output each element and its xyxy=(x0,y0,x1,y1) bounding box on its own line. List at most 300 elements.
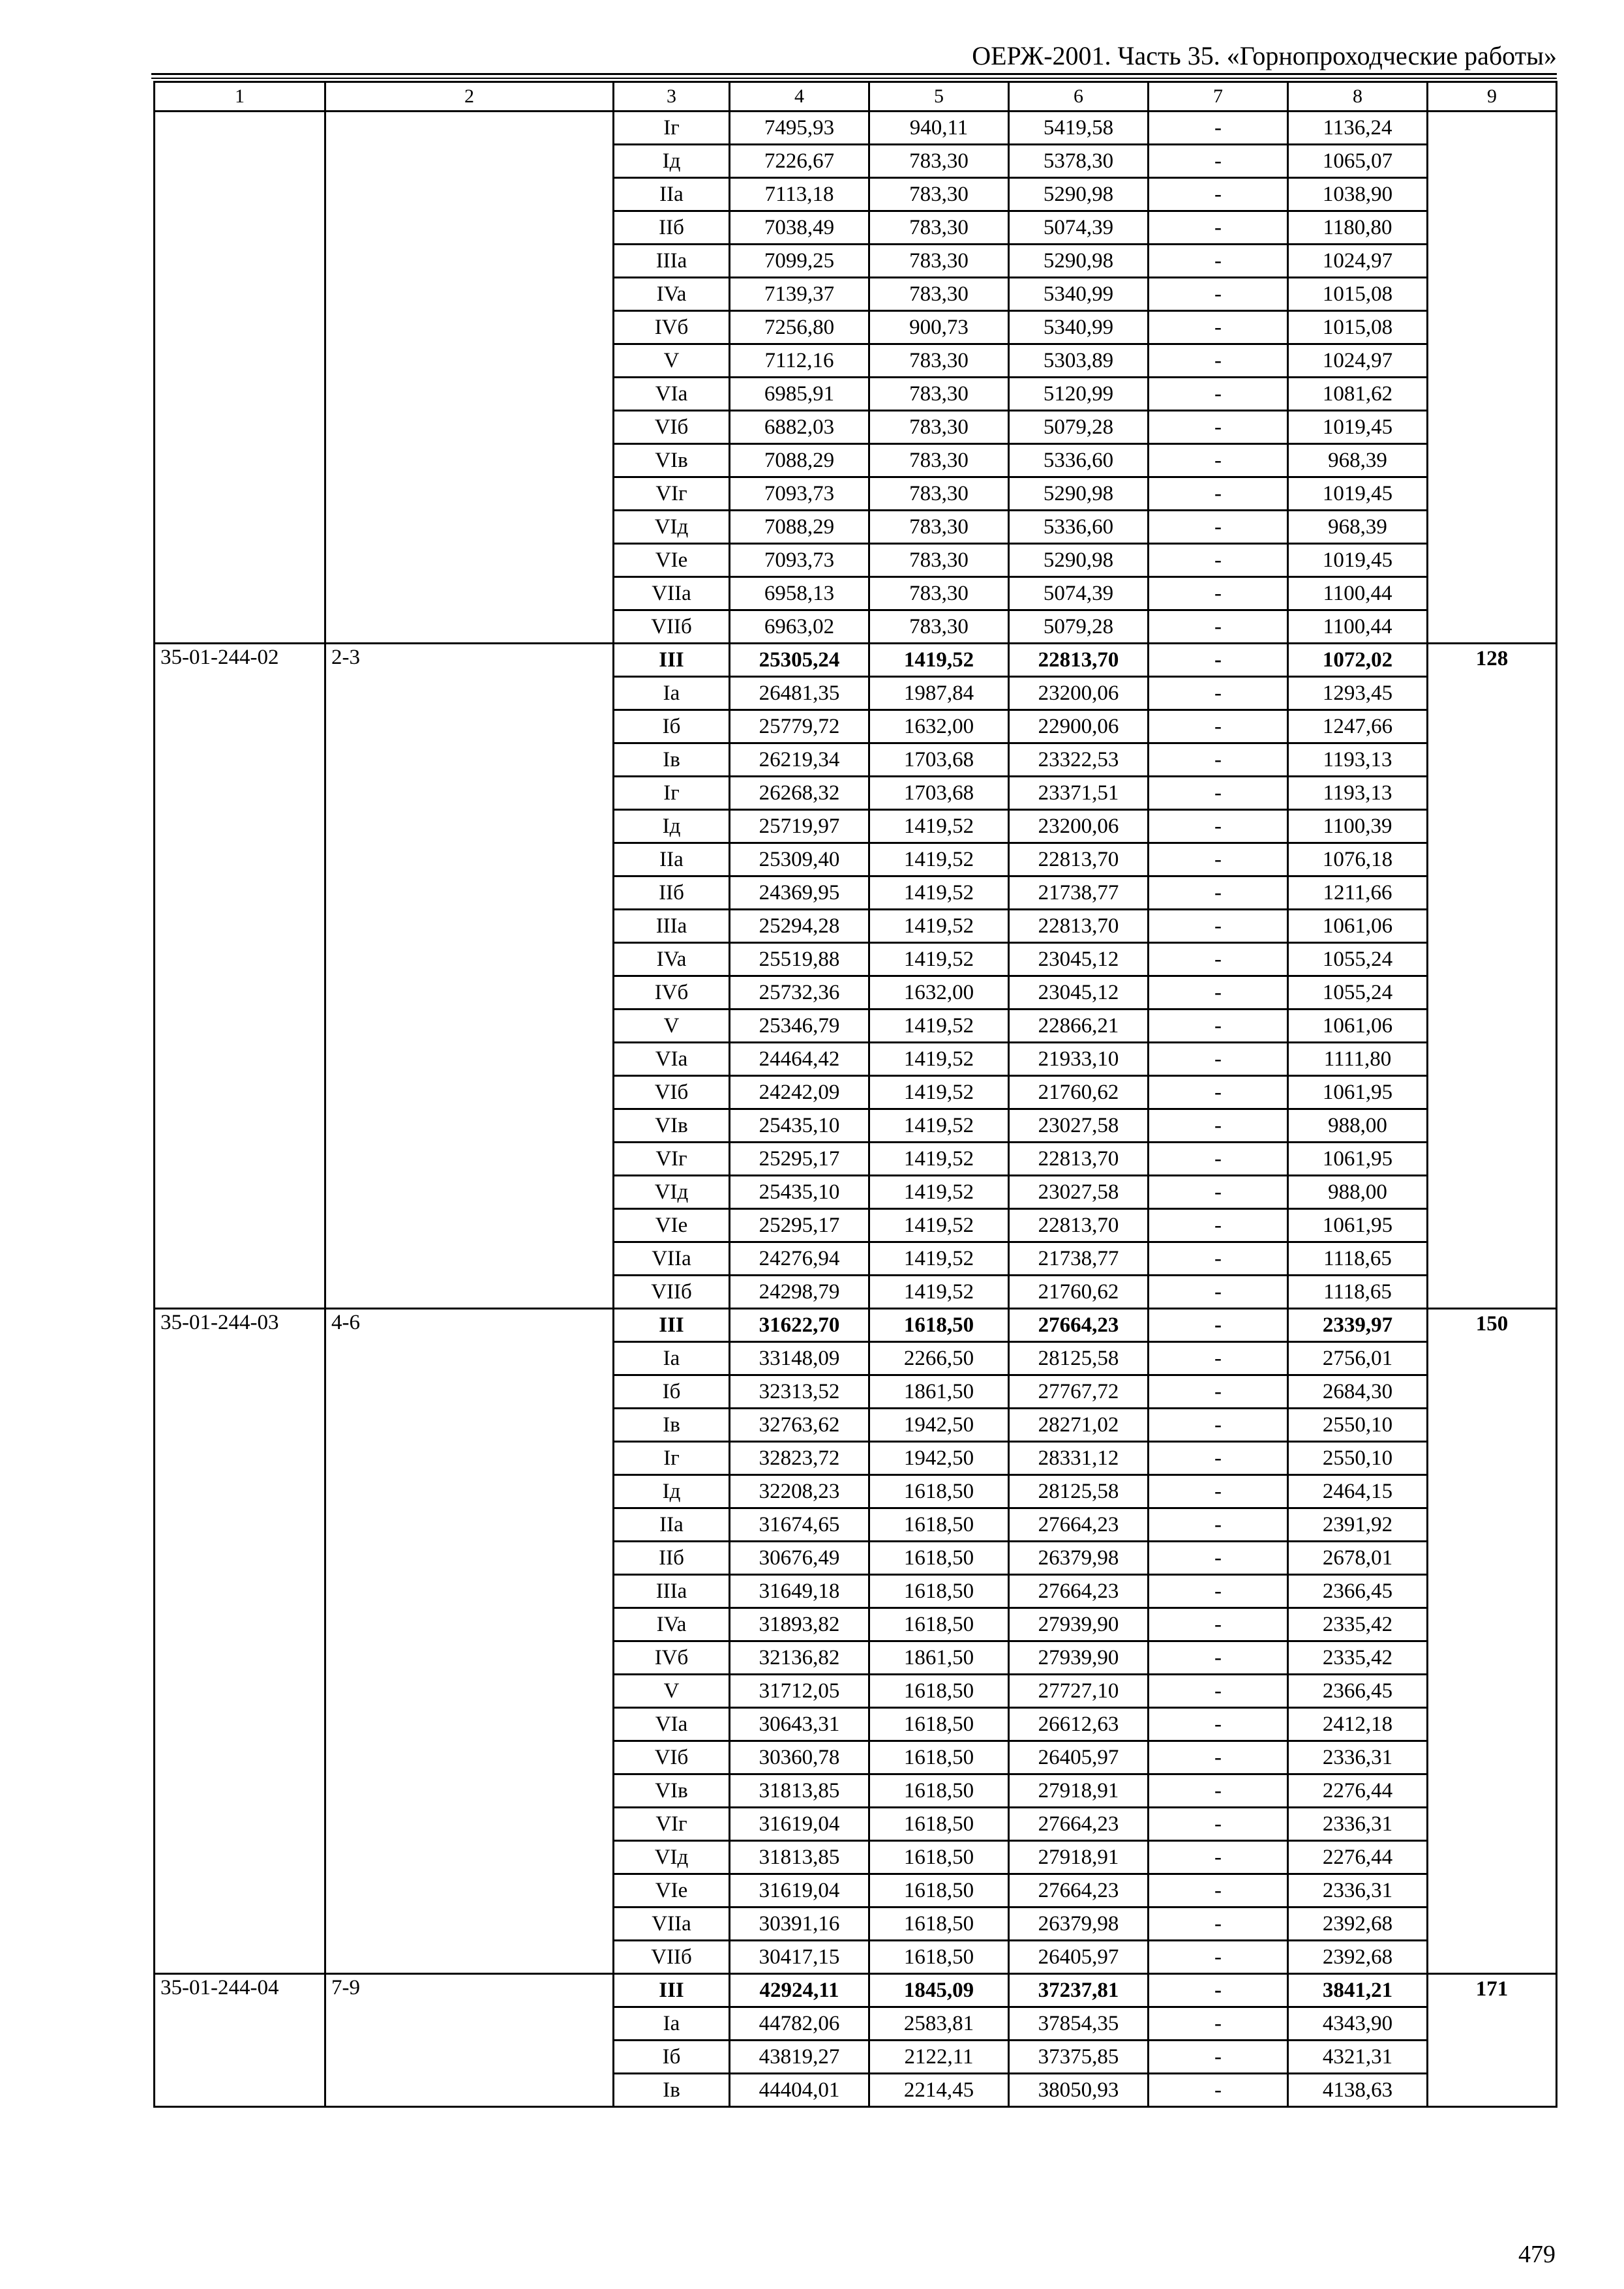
machines-cell: 27664,23 xyxy=(1009,1874,1149,1908)
materials-cell: 2335,42 xyxy=(1288,1608,1428,1641)
machines-cell: 5074,39 xyxy=(1009,211,1149,245)
drivers-wages-cell: - xyxy=(1149,1109,1288,1143)
column-number-row xyxy=(155,82,1557,112)
total-cost-cell: 30360,78 xyxy=(730,1741,869,1774)
machines-cell: 37375,85 xyxy=(1009,2041,1149,2074)
machines-cell: 26612,63 xyxy=(1009,1708,1149,1741)
materials-cell: 988,00 xyxy=(1288,1176,1428,1209)
header-rule xyxy=(151,73,1557,75)
wages-cell: 1618,50 xyxy=(869,1874,1009,1908)
variant-cell: VIIa xyxy=(614,1908,730,1941)
wages-cell: 1618,50 xyxy=(869,1309,1009,1342)
total-cost-cell: 25305,24 xyxy=(730,644,869,677)
machines-cell: 5079,28 xyxy=(1009,610,1149,644)
range-cell: 7-9 xyxy=(325,1974,614,2107)
variant-cell: VIe xyxy=(614,1874,730,1908)
machines-cell: 23371,51 xyxy=(1009,777,1149,810)
wages-cell: 1419,52 xyxy=(869,1276,1009,1309)
materials-cell: 1038,90 xyxy=(1288,178,1428,211)
machines-cell: 23027,58 xyxy=(1009,1176,1149,1209)
code-cell xyxy=(155,112,325,644)
total-cost-cell: 25346,79 xyxy=(730,1010,869,1043)
materials-cell: 2276,44 xyxy=(1288,1774,1428,1808)
total-cost-cell: 31893,82 xyxy=(730,1608,869,1641)
drivers-wages-cell: - xyxy=(1149,1542,1288,1575)
materials-cell: 1024,97 xyxy=(1288,344,1428,378)
total-cost-cell: 31712,05 xyxy=(730,1675,869,1708)
wages-cell: 1942,50 xyxy=(869,1442,1009,1475)
materials-cell: 1061,95 xyxy=(1288,1076,1428,1109)
wages-cell: 1419,52 xyxy=(869,1209,1009,1242)
drivers-wages-cell: - xyxy=(1149,1010,1288,1043)
wages-cell: 1618,50 xyxy=(869,1708,1009,1741)
materials-cell: 968,39 xyxy=(1288,511,1428,544)
wages-cell: 783,30 xyxy=(869,610,1009,644)
wages-cell: 1618,50 xyxy=(869,1608,1009,1641)
variant-cell: VIIб xyxy=(614,1276,730,1309)
code-cell: 35-01-244-02 xyxy=(155,644,325,1309)
variant-cell: III xyxy=(614,644,730,677)
total-cost-cell: 25294,28 xyxy=(730,910,869,943)
variant-cell: III xyxy=(614,1974,730,2007)
total-cost-cell: 24276,94 xyxy=(730,1242,869,1276)
column-number: 8 xyxy=(1288,82,1428,112)
total-cost-cell: 25435,10 xyxy=(730,1109,869,1143)
machines-cell: 27918,91 xyxy=(1009,1841,1149,1874)
column-number: 3 xyxy=(614,82,730,112)
total-cost-cell: 32823,72 xyxy=(730,1442,869,1475)
total-cost-cell: 6963,02 xyxy=(730,610,869,644)
wages-cell: 1861,50 xyxy=(869,1375,1009,1409)
materials-cell: 2366,45 xyxy=(1288,1675,1428,1708)
variant-cell: VIa xyxy=(614,1043,730,1076)
wages-cell: 940,11 xyxy=(869,112,1009,145)
drivers-wages-cell: - xyxy=(1149,378,1288,411)
drivers-wages-cell: - xyxy=(1149,145,1288,178)
machines-cell: 5336,60 xyxy=(1009,444,1149,477)
column-number: 6 xyxy=(1009,82,1149,112)
drivers-wages-cell: - xyxy=(1149,2007,1288,2041)
wages-cell: 2214,45 xyxy=(869,2074,1009,2107)
variant-cell: Iд xyxy=(614,810,730,843)
wages-cell: 783,30 xyxy=(869,278,1009,311)
drivers-wages-cell: - xyxy=(1149,1774,1288,1808)
variant-cell: VIa xyxy=(614,378,730,411)
variant-cell: IVa xyxy=(614,943,730,976)
drivers-wages-cell: - xyxy=(1149,1675,1288,1708)
machines-cell: 27664,23 xyxy=(1009,1508,1149,1542)
machines-cell: 22900,06 xyxy=(1009,710,1149,743)
variant-cell: IIIa xyxy=(614,910,730,943)
table-row-summary xyxy=(155,1309,1557,1342)
total-cost-cell: 43819,27 xyxy=(730,2041,869,2074)
drivers-wages-cell: - xyxy=(1149,943,1288,976)
total-cost-cell: 25719,97 xyxy=(730,810,869,843)
total-cost-cell: 24369,95 xyxy=(730,876,869,910)
materials-cell: 2464,15 xyxy=(1288,1475,1428,1508)
drivers-wages-cell: - xyxy=(1149,2041,1288,2074)
drivers-wages-cell: - xyxy=(1149,777,1288,810)
machines-cell: 38050,93 xyxy=(1009,2074,1149,2107)
total-cost-cell: 25519,88 xyxy=(730,943,869,976)
wages-cell: 2266,50 xyxy=(869,1342,1009,1375)
total-cost-cell: 31619,04 xyxy=(730,1874,869,1908)
machines-cell: 21738,77 xyxy=(1009,876,1149,910)
materials-cell: 1193,13 xyxy=(1288,743,1428,777)
variant-cell: VIб xyxy=(614,411,730,444)
machines-cell: 5120,99 xyxy=(1009,378,1149,411)
materials-cell: 2335,42 xyxy=(1288,1641,1428,1675)
materials-cell: 1065,07 xyxy=(1288,145,1428,178)
materials-cell: 1111,80 xyxy=(1288,1043,1428,1076)
drivers-wages-cell: - xyxy=(1149,1641,1288,1675)
variant-cell: IIa xyxy=(614,843,730,876)
variant-cell: VIб xyxy=(614,1741,730,1774)
materials-cell: 2391,92 xyxy=(1288,1508,1428,1542)
materials-cell: 2336,31 xyxy=(1288,1741,1428,1774)
total-cost-cell: 25295,17 xyxy=(730,1143,869,1176)
wages-cell: 1419,52 xyxy=(869,810,1009,843)
materials-cell: 2756,01 xyxy=(1288,1342,1428,1375)
machines-cell: 28331,12 xyxy=(1009,1442,1149,1475)
wages-cell: 1618,50 xyxy=(869,1542,1009,1575)
wages-cell: 1618,50 xyxy=(869,1675,1009,1708)
drivers-wages-cell: - xyxy=(1149,178,1288,211)
total-cost-cell: 44782,06 xyxy=(730,2007,869,2041)
total-cost-cell: 7226,67 xyxy=(730,145,869,178)
total-cost-cell: 6882,03 xyxy=(730,411,869,444)
total-cost-cell: 7113,18 xyxy=(730,178,869,211)
drivers-wages-cell: - xyxy=(1149,245,1288,278)
wages-cell: 1618,50 xyxy=(869,1841,1009,1874)
variant-cell: Iг xyxy=(614,112,730,145)
machines-cell: 26379,98 xyxy=(1009,1542,1149,1575)
materials-cell: 1015,08 xyxy=(1288,311,1428,344)
machines-cell: 27939,90 xyxy=(1009,1641,1149,1675)
machines-cell: 28125,58 xyxy=(1009,1342,1149,1375)
machines-cell: 5378,30 xyxy=(1009,145,1149,178)
wages-cell: 1618,50 xyxy=(869,1575,1009,1608)
drivers-wages-cell: - xyxy=(1149,444,1288,477)
machines-cell: 27767,72 xyxy=(1009,1375,1149,1409)
materials-cell: 1055,24 xyxy=(1288,943,1428,976)
variant-cell: Iб xyxy=(614,2041,730,2074)
wages-cell: 1419,52 xyxy=(869,1176,1009,1209)
total-cost-cell: 25295,17 xyxy=(730,1209,869,1242)
variant-cell: Iб xyxy=(614,710,730,743)
variant-cell: IIa xyxy=(614,178,730,211)
range-cell: 4-6 xyxy=(325,1309,614,1974)
table-row-summary xyxy=(155,644,1557,677)
materials-cell: 2336,31 xyxy=(1288,1808,1428,1841)
drivers-wages-cell: - xyxy=(1149,1342,1288,1375)
drivers-wages-cell: - xyxy=(1149,1575,1288,1608)
wages-cell: 1845,09 xyxy=(869,1974,1009,2007)
drivers-wages-cell: - xyxy=(1149,511,1288,544)
total-cost-cell: 42924,11 xyxy=(730,1974,869,2007)
variant-cell: IVa xyxy=(614,1608,730,1641)
total-cost-cell: 7093,73 xyxy=(730,544,869,577)
wages-cell: 783,30 xyxy=(869,378,1009,411)
variant-cell: VIIa xyxy=(614,577,730,610)
machines-cell: 27664,23 xyxy=(1009,1808,1149,1841)
wages-cell: 1618,50 xyxy=(869,1741,1009,1774)
wages-cell: 1419,52 xyxy=(869,1010,1009,1043)
materials-cell: 4343,90 xyxy=(1288,2007,1428,2041)
machines-cell: 22813,70 xyxy=(1009,1143,1149,1176)
drivers-wages-cell: - xyxy=(1149,843,1288,876)
wages-cell: 1419,52 xyxy=(869,644,1009,677)
machines-cell: 22866,21 xyxy=(1009,1010,1149,1043)
machines-cell: 27664,23 xyxy=(1009,1575,1149,1608)
materials-cell: 1061,06 xyxy=(1288,910,1428,943)
total-cost-cell: 32208,23 xyxy=(730,1475,869,1508)
drivers-wages-cell: - xyxy=(1149,1508,1288,1542)
column-number: 9 xyxy=(1428,82,1557,112)
total-cost-cell: 32763,62 xyxy=(730,1409,869,1442)
total-cost-cell: 7093,73 xyxy=(730,477,869,511)
variant-cell: Iд xyxy=(614,145,730,178)
drivers-wages-cell: - xyxy=(1149,876,1288,910)
drivers-wages-cell: - xyxy=(1149,1242,1288,1276)
materials-cell: 1100,44 xyxy=(1288,610,1428,644)
variant-cell: IIб xyxy=(614,876,730,910)
drivers-wages-cell: - xyxy=(1149,1475,1288,1508)
variant-cell: VIг xyxy=(614,477,730,511)
wages-cell: 1419,52 xyxy=(869,1109,1009,1143)
wages-cell: 783,30 xyxy=(869,245,1009,278)
wages-cell: 1618,50 xyxy=(869,1774,1009,1808)
materials-cell: 2366,45 xyxy=(1288,1575,1428,1608)
materials-cell: 3841,21 xyxy=(1288,1974,1428,2007)
total-cost-cell: 24242,09 xyxy=(730,1076,869,1109)
materials-cell: 1019,45 xyxy=(1288,477,1428,511)
drivers-wages-cell: - xyxy=(1149,1442,1288,1475)
materials-cell: 1019,45 xyxy=(1288,544,1428,577)
column-number: 5 xyxy=(869,82,1009,112)
wages-cell: 783,30 xyxy=(869,477,1009,511)
machines-cell: 5290,98 xyxy=(1009,544,1149,577)
total-cost-cell: 24464,42 xyxy=(730,1043,869,1076)
variant-cell: Iг xyxy=(614,1442,730,1475)
total-cost-cell: 7256,80 xyxy=(730,311,869,344)
machines-cell: 5340,99 xyxy=(1009,278,1149,311)
wages-cell: 2583,81 xyxy=(869,2007,1009,2041)
wages-cell: 1703,68 xyxy=(869,777,1009,810)
wages-cell: 1618,50 xyxy=(869,1508,1009,1542)
materials-cell: 2684,30 xyxy=(1288,1375,1428,1409)
drivers-wages-cell: - xyxy=(1149,1176,1288,1209)
machines-cell: 5079,28 xyxy=(1009,411,1149,444)
total-cost-cell: 25732,36 xyxy=(730,976,869,1010)
machines-cell: 5074,39 xyxy=(1009,577,1149,610)
wages-cell: 783,30 xyxy=(869,344,1009,378)
materials-cell: 1100,44 xyxy=(1288,577,1428,610)
total-cost-cell: 26219,34 xyxy=(730,743,869,777)
variant-cell: VIд xyxy=(614,511,730,544)
variant-cell: IIa xyxy=(614,1508,730,1542)
drivers-wages-cell: - xyxy=(1149,311,1288,344)
page-number: 479 xyxy=(1518,2241,1556,2268)
wages-cell: 1618,50 xyxy=(869,1808,1009,1841)
variant-cell: IIб xyxy=(614,1542,730,1575)
materials-cell: 1136,24 xyxy=(1288,112,1428,145)
variant-cell: V xyxy=(614,1010,730,1043)
drivers-wages-cell: - xyxy=(1149,1908,1288,1941)
materials-cell: 1076,18 xyxy=(1288,843,1428,876)
drivers-wages-cell: - xyxy=(1149,211,1288,245)
drivers-wages-cell: - xyxy=(1149,710,1288,743)
materials-cell: 2276,44 xyxy=(1288,1841,1428,1874)
materials-cell: 1211,66 xyxy=(1288,876,1428,910)
drivers-wages-cell: - xyxy=(1149,1708,1288,1741)
variant-cell: VIг xyxy=(614,1143,730,1176)
total-cost-cell: 30643,31 xyxy=(730,1708,869,1741)
machines-cell: 5340,99 xyxy=(1009,311,1149,344)
materials-cell: 2550,10 xyxy=(1288,1442,1428,1475)
total-cost-cell: 31674,65 xyxy=(730,1508,869,1542)
variant-cell: VIв xyxy=(614,444,730,477)
total-cost-cell: 31813,85 xyxy=(730,1841,869,1874)
drivers-wages-cell: - xyxy=(1149,910,1288,943)
wages-cell: 1703,68 xyxy=(869,743,1009,777)
total-cost-cell: 7038,49 xyxy=(730,211,869,245)
machines-cell: 5290,98 xyxy=(1009,178,1149,211)
total-cost-cell: 33148,09 xyxy=(730,1342,869,1375)
wages-cell: 2122,11 xyxy=(869,2041,1009,2074)
variant-cell: Iг xyxy=(614,777,730,810)
materials-cell: 1118,65 xyxy=(1288,1276,1428,1309)
wages-cell: 1419,52 xyxy=(869,876,1009,910)
wages-cell: 783,30 xyxy=(869,411,1009,444)
drivers-wages-cell: - xyxy=(1149,677,1288,710)
machines-cell: 27664,23 xyxy=(1009,1309,1149,1342)
total-cost-cell: 7112,16 xyxy=(730,344,869,378)
wages-cell: 1419,52 xyxy=(869,910,1009,943)
drivers-wages-cell: - xyxy=(1149,1143,1288,1176)
drivers-wages-cell: - xyxy=(1149,644,1288,677)
drivers-wages-cell: - xyxy=(1149,278,1288,311)
variant-cell: III xyxy=(614,1309,730,1342)
total-cost-cell: 7088,29 xyxy=(730,511,869,544)
materials-cell: 2392,68 xyxy=(1288,1941,1428,1974)
total-cost-cell: 6985,91 xyxy=(730,378,869,411)
wages-cell: 1618,50 xyxy=(869,1475,1009,1508)
materials-cell: 1061,06 xyxy=(1288,1010,1428,1043)
variant-cell: Ia xyxy=(614,1342,730,1375)
total-cost-cell: 26481,35 xyxy=(730,677,869,710)
drivers-wages-cell: - xyxy=(1149,544,1288,577)
group-value-cell: 171 xyxy=(1428,1974,1557,2107)
wages-cell: 1632,00 xyxy=(869,710,1009,743)
materials-cell: 968,39 xyxy=(1288,444,1428,477)
materials-cell: 2339,97 xyxy=(1288,1309,1428,1342)
variant-cell: VIд xyxy=(614,1176,730,1209)
total-cost-cell: 44404,01 xyxy=(730,2074,869,2107)
group-value-cell xyxy=(1428,112,1557,644)
materials-cell: 1024,97 xyxy=(1288,245,1428,278)
drivers-wages-cell: - xyxy=(1149,743,1288,777)
total-cost-cell: 31813,85 xyxy=(730,1774,869,1808)
drivers-wages-cell: - xyxy=(1149,1309,1288,1342)
variant-cell: VIIб xyxy=(614,1941,730,1974)
machines-cell: 26405,97 xyxy=(1009,1741,1149,1774)
variant-cell: IIIa xyxy=(614,245,730,278)
machines-cell: 5419,58 xyxy=(1009,112,1149,145)
drivers-wages-cell: - xyxy=(1149,411,1288,444)
variant-cell: Iв xyxy=(614,743,730,777)
materials-cell: 2412,18 xyxy=(1288,1708,1428,1741)
variant-cell: IVб xyxy=(614,311,730,344)
column-number: 7 xyxy=(1149,82,1288,112)
wages-cell: 1618,50 xyxy=(869,1908,1009,1941)
machines-cell: 22813,70 xyxy=(1009,1209,1149,1242)
drivers-wages-cell: - xyxy=(1149,610,1288,644)
variant-cell: Iв xyxy=(614,2074,730,2107)
variant-cell: VIIб xyxy=(614,610,730,644)
variant-cell: VIг xyxy=(614,1808,730,1841)
variant-cell: IIб xyxy=(614,211,730,245)
variant-cell: VIa xyxy=(614,1708,730,1741)
total-cost-cell: 32313,52 xyxy=(730,1375,869,1409)
drivers-wages-cell: - xyxy=(1149,1808,1288,1841)
drivers-wages-cell: - xyxy=(1149,1209,1288,1242)
materials-cell: 2392,68 xyxy=(1288,1908,1428,1941)
wages-cell: 1987,84 xyxy=(869,677,1009,710)
drivers-wages-cell: - xyxy=(1149,1941,1288,1974)
machines-cell: 5336,60 xyxy=(1009,511,1149,544)
wages-cell: 783,30 xyxy=(869,544,1009,577)
materials-cell: 1247,66 xyxy=(1288,710,1428,743)
variant-cell: VIб xyxy=(614,1076,730,1109)
wages-cell: 783,30 xyxy=(869,444,1009,477)
wages-cell: 1419,52 xyxy=(869,1043,1009,1076)
drivers-wages-cell: - xyxy=(1149,477,1288,511)
materials-cell: 4321,31 xyxy=(1288,2041,1428,2074)
materials-cell: 1118,65 xyxy=(1288,1242,1428,1276)
wages-cell: 1419,52 xyxy=(869,943,1009,976)
drivers-wages-cell: - xyxy=(1149,1841,1288,1874)
wages-cell: 783,30 xyxy=(869,211,1009,245)
drivers-wages-cell: - xyxy=(1149,112,1288,145)
machines-cell: 23200,06 xyxy=(1009,677,1149,710)
materials-cell: 2336,31 xyxy=(1288,1874,1428,1908)
variant-cell: VIe xyxy=(614,544,730,577)
machines-cell: 21933,10 xyxy=(1009,1043,1149,1076)
materials-cell: 1180,80 xyxy=(1288,211,1428,245)
total-cost-cell: 25779,72 xyxy=(730,710,869,743)
machines-cell: 28271,02 xyxy=(1009,1409,1149,1442)
drivers-wages-cell: - xyxy=(1149,1276,1288,1309)
code-cell: 35-01-244-03 xyxy=(155,1309,325,1974)
materials-cell: 1061,95 xyxy=(1288,1209,1428,1242)
total-cost-cell: 7139,37 xyxy=(730,278,869,311)
table-body xyxy=(155,82,1557,2107)
column-number: 4 xyxy=(730,82,869,112)
variant-cell: VIв xyxy=(614,1774,730,1808)
machines-cell: 21760,62 xyxy=(1009,1076,1149,1109)
range-cell xyxy=(325,112,614,644)
table-row xyxy=(155,112,1557,145)
drivers-wages-cell: - xyxy=(1149,2074,1288,2107)
total-cost-cell: 30391,16 xyxy=(730,1908,869,1941)
drivers-wages-cell: - xyxy=(1149,1076,1288,1109)
machines-cell: 21738,77 xyxy=(1009,1242,1149,1276)
machines-cell: 26405,97 xyxy=(1009,1941,1149,1974)
variant-cell: V xyxy=(614,1675,730,1708)
wages-cell: 1419,52 xyxy=(869,843,1009,876)
total-cost-cell: 7099,25 xyxy=(730,245,869,278)
